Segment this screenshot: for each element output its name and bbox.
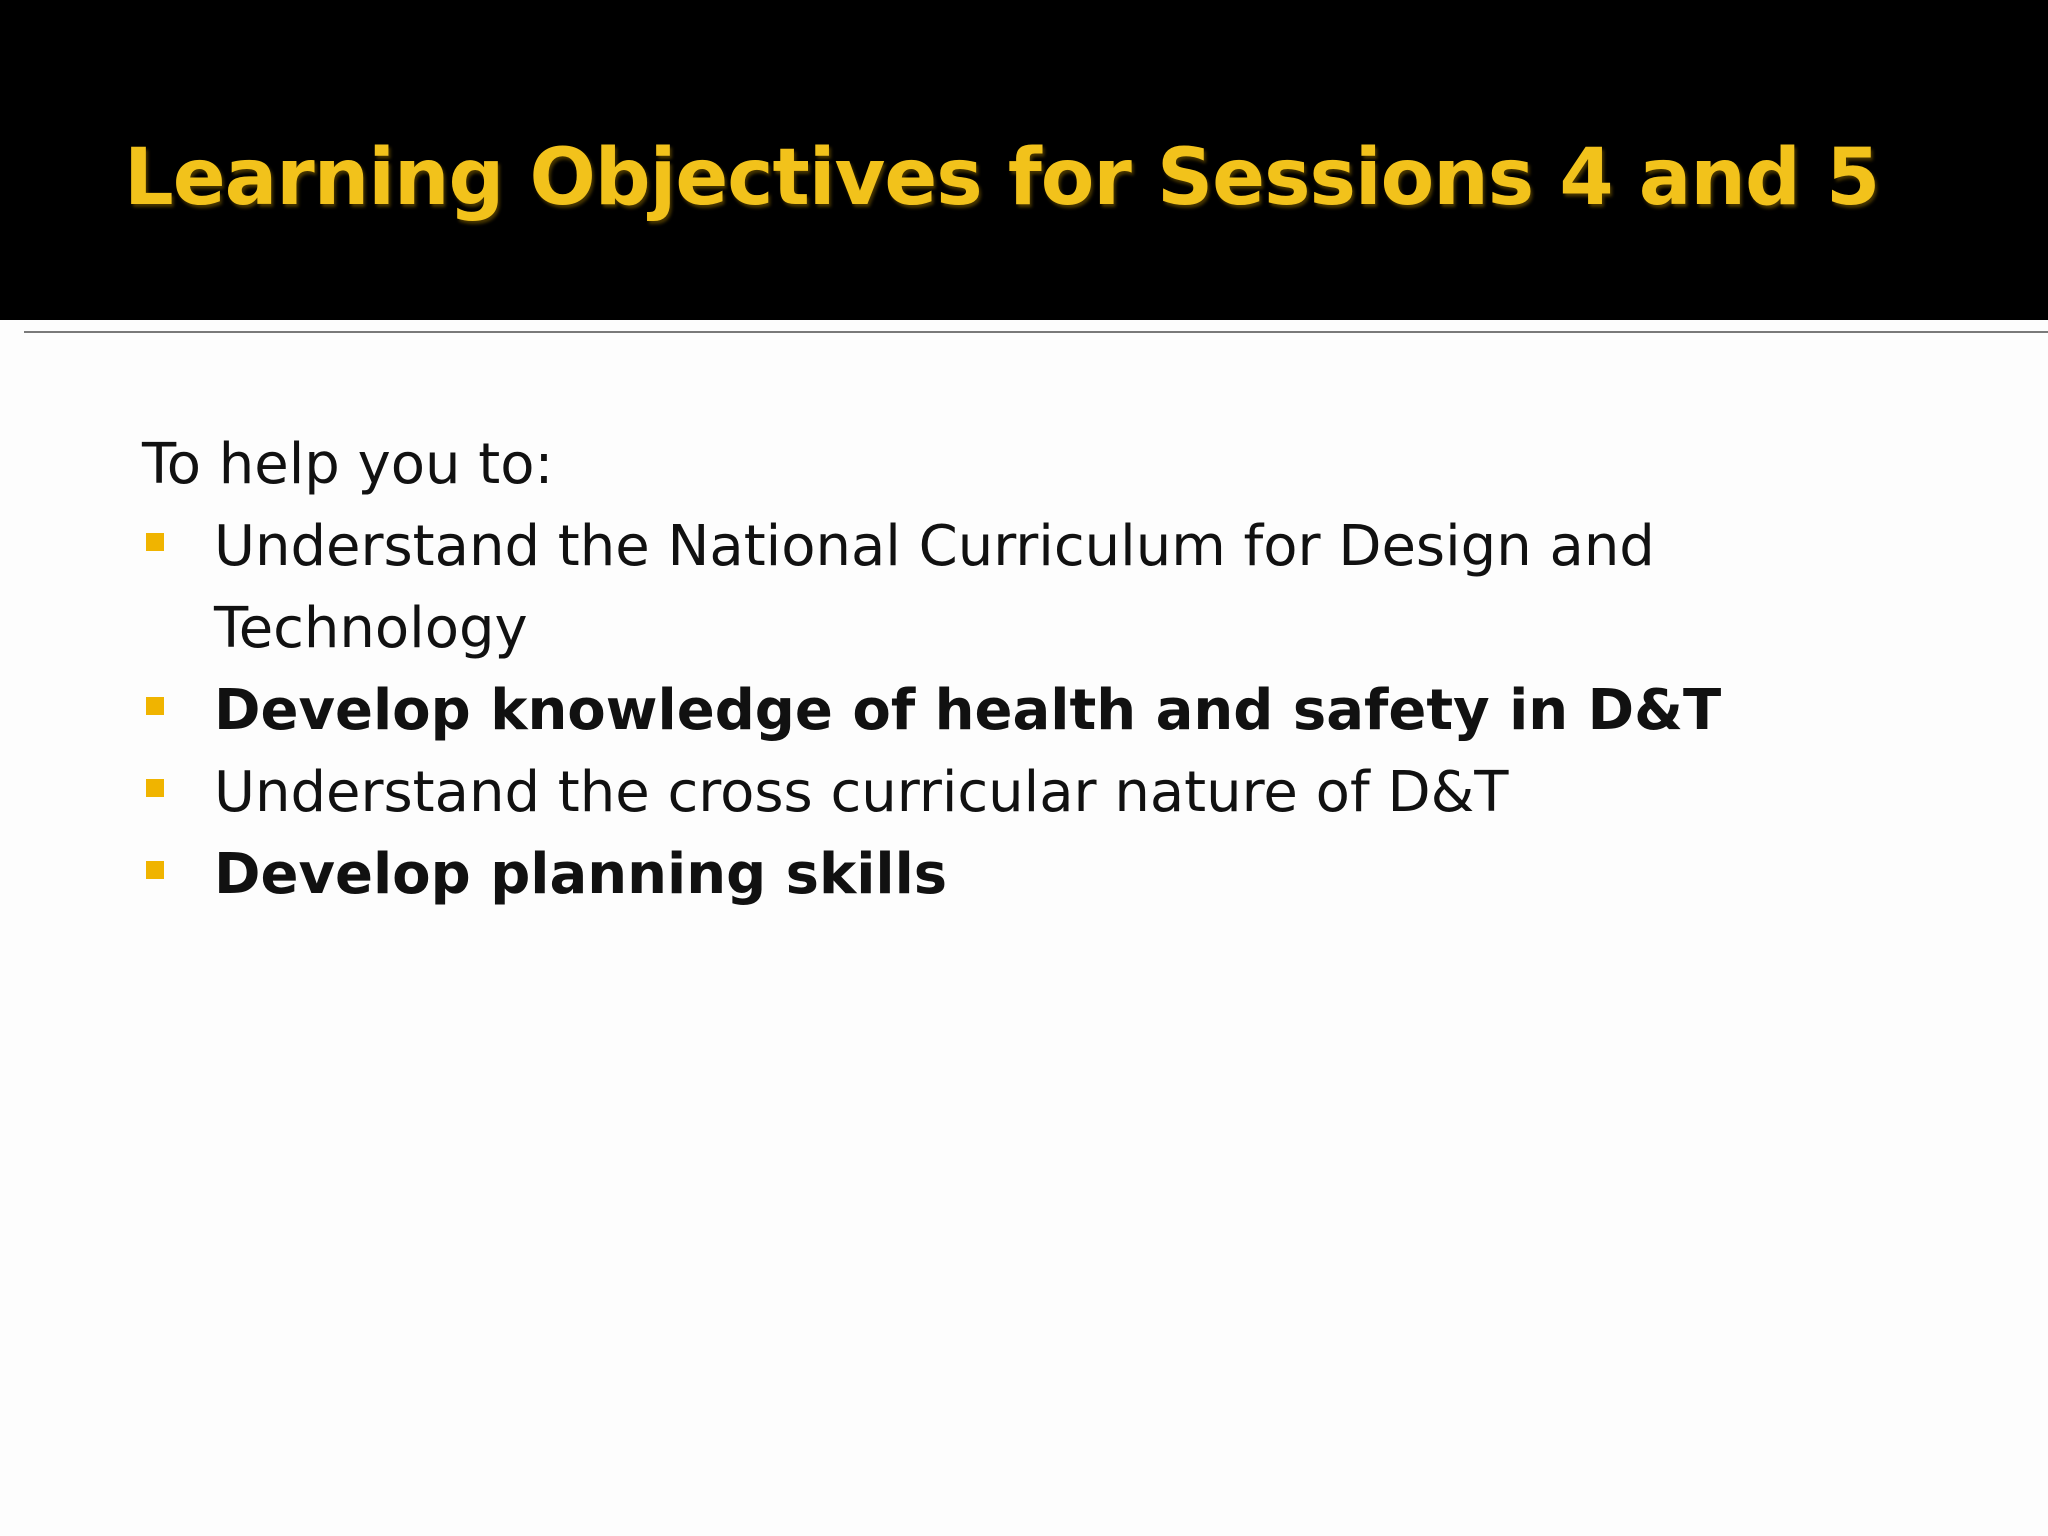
list-item-text: Understand the cross curricular nature of D&T [214, 760, 1509, 825]
list-item [142, 834, 1922, 916]
title-divider [24, 331, 2048, 333]
objectives-list [142, 506, 1922, 916]
square-bullet-icon [146, 533, 164, 551]
list-item-text: Develop planning skills [214, 842, 948, 907]
list-item-text: Develop knowledge of health and safety in D&T [214, 678, 1722, 743]
square-bullet-icon [146, 697, 164, 715]
list-item [142, 670, 1922, 752]
list-item-text: Understand the National Curriculum for Design and Technology [214, 514, 1655, 661]
square-bullet-icon [146, 861, 164, 879]
slide-title: Learning Objectives for Sessions 4 and 5 [124, 133, 1880, 223]
slide-body [142, 424, 1922, 916]
square-bullet-icon [146, 779, 164, 797]
list-item [142, 752, 1922, 834]
list-item [142, 506, 1922, 670]
intro-text: To help you to: [142, 432, 554, 497]
title-bar [0, 0, 2048, 320]
